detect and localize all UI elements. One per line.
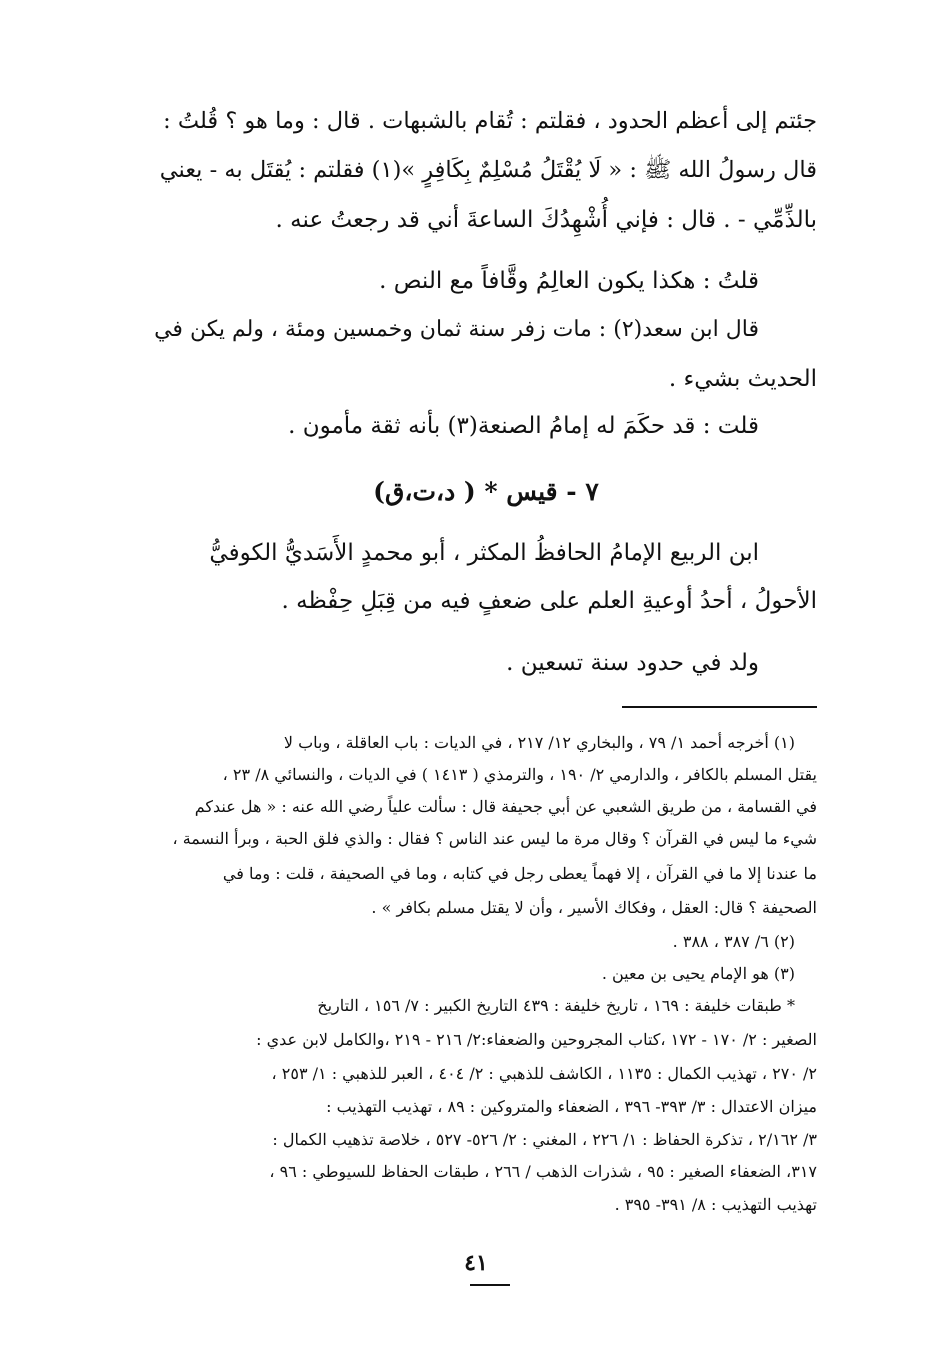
text-line: الحديث بشيء . [668,366,817,392]
footnote-line: ٢/ ٢٧٠ ، تهذيب الكمال : ١١٣٥ ، الكاشف للذهبي : ٢/ ٤٠٤ ، العبر للذهبي : ١/ ٢٥٣ ، [271,1064,817,1083]
footnote-line: ميزان الاعتدال : ٣/ ٣٩٣- ٣٩٦ ، الضعفاء والمتروكين : ٨٩ ، تهذيب التهذيب : [326,1097,817,1116]
text-line: قال ابن سعد(٢) : مات زفر سنة ثمان وخمسين ومئة ، ولم يكن في [154,317,759,342]
footnote-line: ٣/ ٢/١٦٢ ، تذكرة الحفاظ : ١/ ٢٢٦ ، المغني : ٢/ ٥٢٦- ٥٢٧ ، خلاصة تذهيب الكمال : [272,1130,817,1149]
text-line: ولد في حدود سنة تسعين . [506,650,759,676]
page-number: ٤١ [464,1250,488,1276]
text-line: بالذِّمِّي - . قال : فإني أُشْهِدُكَ الساعةَ أني قد رجعتُ عنه . [275,207,817,233]
text-line: قلتُ : هكذا يكون العالِمُ وقَّافاً مع النص . [379,268,759,294]
text-line: قلت : قد حكَمَ له إمامُ الصنعة(٣) بأنه ثقة مأمون . [288,413,759,439]
text-line: الأحولُ ، أحدُ أوعيةِ العلم على ضعفٍ فيه من قِبَلِ حِفْظه . [281,588,817,614]
text-line: ابن الربيع الإمامُ الحافظُ المكثر ، أبو محمدٍ الأَسَديُّ الكوفيُّ [209,540,759,566]
footnote-separator [622,706,817,708]
page-number-rule [470,1284,510,1286]
entry-heading: ٧ - قيس * ( د،ت،ق) [373,477,599,506]
text-line: قال رسولُ الله ﷺ : « لَا يُقْتَلُ مُسْلِمٌ بِكَافِرٍ »(١) فقلتم : يُقتَل به - يعني [159,157,817,183]
footnote-line: (٣) هو الإمام يحيى بن معين . [601,964,795,983]
text-line: جئتم إلى أعظم الحدود ، فقلتم : تُقام بالشبهات . قال : وما هو ؟ قُلتُ : [163,108,817,134]
footnote-line: (١) أخرجه أحمد ١/ ٧٩ ، والبخاري ١٢/ ٢١٧ ، في الديات : باب العاقلة ، وباب لا [283,733,795,752]
footnote-line: الصغير : ٢/ ١٧٠ - ١٧٢ ،كتاب المجروحين والضعفاء:٢/ ٢١٦ - ٢١٩ ،والكامل لابن عدي : [256,1030,817,1049]
footnote-line: ٣١٧، الضعفاء الصغير : ٩٥ ، شذرات الذهب / ٢٦٦ ، طبقات الحفاظ للسيوطي : ٩٦ ، [269,1162,817,1181]
footnote-line: ما عندنا إلا ما في القرآن ، إلا فهماً يعطى رجل في كتابه ، وما في الصحيفة ، قلت : وما في [222,864,817,883]
footnote-line: يقتل المسلم بالكافر ، والدارمي ٢/ ١٩٠ ، والترمذي ( ١٤١٣ ) في الديات ، والنسائي ٨/ ٢٣ ، [222,765,817,784]
footnote-line: (٢) ٦/ ٣٨٧ ، ٣٨٨ . [672,932,795,951]
footnote-line: * طبقات خليفة : ١٦٩ ، تاريخ خليفة : ٤٣٩ التاريخ الكبير : ٧/ ١٥٦ ، التاريخ [317,996,795,1015]
footnote-line: الصحيفة ؟ قال: العقل ، وفكاك الأسير ، وأن لا يقتل مسلم بكافر » . [371,898,817,917]
footnote-line: تهذيب التهذيب : ٨/ ٣٩١- ٣٩٥ . [614,1195,817,1214]
footnote-line: في القسامة ، من طريق الشعبي عن أبي جحيفة قال : سألت علياً رضي الله عنه : « هل عندكم [194,797,817,816]
footnote-line: شيء ما ليس في القرآن ؟ وقال مرة ما ليس عند الناس ؟ فقال : والذي فلق الحبة ، وبرأ النسمة ، [172,829,817,848]
